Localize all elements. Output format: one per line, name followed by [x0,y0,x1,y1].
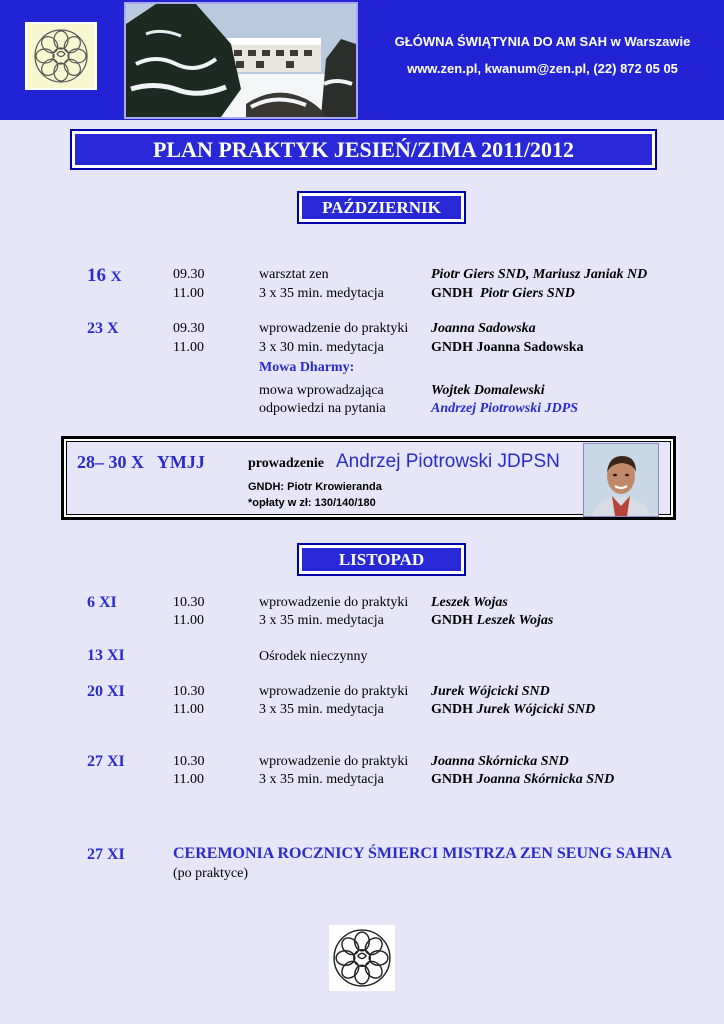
ymjj-fee: *opłaty w zł: 130/140/180 [248,497,376,509]
event-leader: GNDH Joanna Skórnicka SND [431,772,615,787]
event-date: 23 X [87,320,119,337]
event-leader: GNDH Jurek Wójcicki SND [431,702,596,717]
event-time: 10.30 [173,684,205,699]
event-time: 11.00 [173,286,204,301]
event-leader: GNDH Leszek Wojas [431,613,554,628]
event-leader: GNDH Joanna Sadowska [431,340,584,355]
event-desc: 3 x 35 min. medytacja [259,613,384,628]
event-date: 16 X [87,265,122,286]
event-date: 20 XI [87,683,125,700]
ceremony-note: (po praktyce) [173,866,249,881]
month-label: PAŹDZIERNIK [302,196,461,219]
month-november [297,543,466,576]
event-leader: GNDH Piotr Giers SND [431,286,575,301]
event-desc: 3 x 35 min. medytacja [259,772,384,787]
event-desc: 3 x 35 min. medytacja [259,702,384,717]
event-time: 11.00 [173,340,204,355]
event-desc: 3 x 35 min. medytacja [259,286,384,301]
event-desc: wprowadzenie do praktyki [259,321,409,336]
leader-portrait-photo [583,443,659,517]
event-desc: wprowadzenie do praktyki [259,684,409,699]
month-october [297,191,466,224]
event-leader: Jurek Wójcicki SND [431,684,550,699]
lotus-wheel-icon [25,22,97,90]
event-desc: wprowadzenie do praktyki [259,595,409,610]
temple-name: GŁÓWNA ŚWIĄTYNIA DO AM SAH w Warszawie [394,34,691,49]
month-label: LISTOPAD [302,548,461,571]
ymjj-leader: Andrzej Piotrowski JDPSN [336,451,560,472]
event-leader: Joanna Sadowska [431,321,536,336]
event-date: 27 XI [87,753,125,770]
event-leader: Wojtek Domalewski [431,383,545,398]
event-desc: Ośrodek nieczynny [259,649,368,664]
event-desc: 3 x 30 min. medytacja [259,340,384,355]
event-desc: warsztat zen [259,267,329,282]
event-time: 10.30 [173,595,205,610]
event-time: 11.00 [173,702,204,717]
event-leader: Andrzej Piotrowski JDPS [431,401,579,416]
ceremony-date: 27 XI [87,846,125,863]
lotus-wheel-icon [329,925,395,991]
event-time: 11.00 [173,613,204,628]
event-date: 6 XI [87,594,117,611]
ymjj-retreat-box [61,436,676,520]
event-time: 09.30 [173,267,205,282]
plan-title: PLAN PRAKTYK JESIEŃ/ZIMA 2011/2012 [75,134,652,165]
header-banner [0,0,724,120]
event-leader: Piotr Giers SND, Mariusz Janiak ND [431,267,648,282]
ymjj-gndh: GNDH: Piotr Krowieranda [248,481,382,493]
event-date: 13 XI [87,647,125,664]
event-leader: Leszek Wojas [431,595,508,610]
event-desc: odpowiedzi na pytania [259,401,386,416]
event-time: 11.00 [173,772,204,787]
plan-title-box [70,129,657,170]
event-desc: mowa wprowadzająca [259,383,384,398]
ymjj-prowadzenie-label: prowadzenie [248,456,324,471]
event-time: 10.30 [173,754,205,769]
contact-info: www.zen.pl, kwanum@zen.pl, (22) 872 05 05 [407,61,678,76]
snowy-temple-photo [124,2,358,119]
event-desc: wprowadzenie do praktyki [259,754,409,769]
event-time: 09.30 [173,321,205,336]
event-leader: Joanna Skórnicka SND [431,754,569,769]
ymjj-date: 28– 30 X YMJJ [77,452,205,472]
ceremony-title: CEREMONIA ROCZNICY ŚMIERCI MISTRZA ZEN SEUNG SAHNA [173,845,673,862]
dharma-talk-heading: Mowa Dharmy: [259,360,355,375]
